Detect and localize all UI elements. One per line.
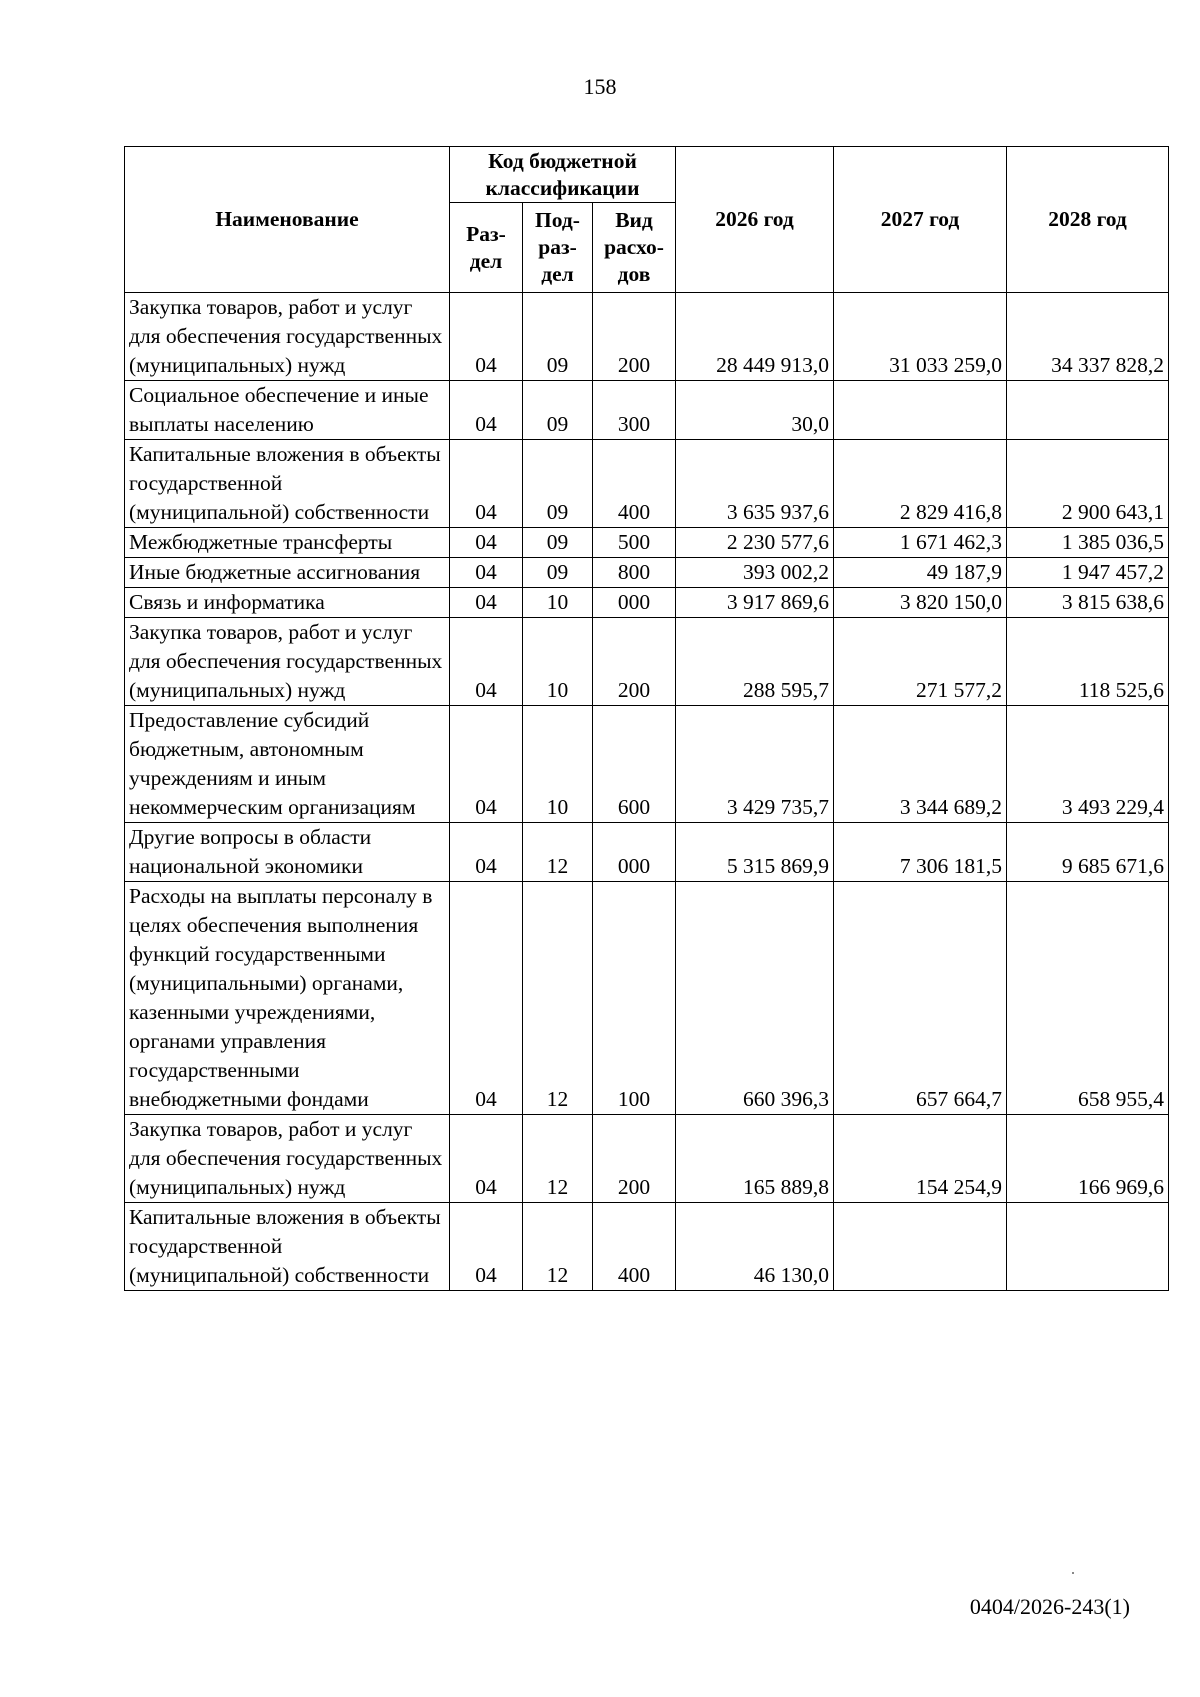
cell-razdel: 04	[450, 528, 523, 558]
cell-2026: 30,0	[676, 381, 834, 440]
cell-2027: 1 671 462,3	[834, 528, 1007, 558]
cell-podrazdel: 12	[523, 1115, 593, 1203]
cell-2028: 3 815 638,6	[1007, 588, 1169, 618]
cell-razdel: 04	[450, 882, 523, 1115]
table-row	[125, 823, 1169, 882]
cell-name: Закупка товаров, работ и услуг для обеспечения государственных (муниципальных) нужд	[125, 293, 450, 381]
cell-name: Социальное обеспечение и иные выплаты населению	[125, 381, 450, 440]
cell-podrazdel: 10	[523, 706, 593, 823]
cell-name: Другие вопросы в области национальной экономики	[125, 823, 450, 882]
page-number: 158	[583, 74, 617, 99]
header-code-group: Код бюджетной классификации	[450, 147, 676, 203]
cell-2027: 7 306 181,5	[834, 823, 1007, 882]
cell-2028: 9 685 671,6	[1007, 823, 1169, 882]
cell-podrazdel: 12	[523, 882, 593, 1115]
cell-2027: 31 033 259,0	[834, 293, 1007, 381]
cell-razdel: 04	[450, 706, 523, 823]
cell-razdel: 04	[450, 823, 523, 882]
table-body	[125, 293, 1169, 1291]
cell-2027	[834, 381, 1007, 440]
cell-name: Капитальные вложения в объекты государственной (муниципальной) собственности	[125, 440, 450, 528]
header-podrazdel: Под-раз-дел	[523, 203, 593, 293]
cell-podrazdel: 09	[523, 293, 593, 381]
cell-vid-raskhodov: 200	[593, 1115, 676, 1203]
cell-2028: 34 337 828,2	[1007, 293, 1169, 381]
cell-2026: 393 002,2	[676, 558, 834, 588]
cell-podrazdel: 10	[523, 588, 593, 618]
cell-name: Закупка товаров, работ и услуг для обеспечения государственных (муниципальных) нужд	[125, 1115, 450, 1203]
cell-podrazdel: 09	[523, 440, 593, 528]
table-row	[125, 1203, 1169, 1291]
table-row	[125, 1115, 1169, 1203]
cell-2026: 288 595,7	[676, 618, 834, 706]
cell-2028: 1 947 457,2	[1007, 558, 1169, 588]
cell-razdel: 04	[450, 1203, 523, 1291]
cell-2026: 2 230 577,6	[676, 528, 834, 558]
cell-2027: 657 664,7	[834, 882, 1007, 1115]
cell-vid-raskhodov: 000	[593, 823, 676, 882]
cell-2027: 3 820 150,0	[834, 588, 1007, 618]
table-row	[125, 528, 1169, 558]
table-row	[125, 882, 1169, 1115]
cell-vid-raskhodov: 200	[593, 618, 676, 706]
cell-podrazdel: 09	[523, 381, 593, 440]
cell-vid-raskhodov: 400	[593, 440, 676, 528]
cell-razdel: 04	[450, 440, 523, 528]
cell-razdel: 04	[450, 293, 523, 381]
cell-2027	[834, 1203, 1007, 1291]
cell-2026: 660 396,3	[676, 882, 834, 1115]
cell-name: Иные бюджетные ассигнования	[125, 558, 450, 588]
cell-2027: 49 187,9	[834, 558, 1007, 588]
cell-name: Закупка товаров, работ и услуг для обеспечения государственных (муниципальных) нужд	[125, 618, 450, 706]
cell-2026: 3 917 869,6	[676, 588, 834, 618]
cell-vid-raskhodov: 000	[593, 588, 676, 618]
cell-razdel: 04	[450, 381, 523, 440]
cell-name: Капитальные вложения в объекты государственной (муниципальной) собственности	[125, 1203, 450, 1291]
cell-razdel: 04	[450, 558, 523, 588]
cell-podrazdel: 09	[523, 558, 593, 588]
cell-2026: 28 449 913,0	[676, 293, 834, 381]
table-row	[125, 440, 1169, 528]
table-row	[125, 588, 1169, 618]
cell-2026: 3 429 735,7	[676, 706, 834, 823]
table-row	[125, 293, 1169, 381]
cell-2027: 3 344 689,2	[834, 706, 1007, 823]
cell-2028: 1 385 036,5	[1007, 528, 1169, 558]
cell-name: Связь и информатика	[125, 588, 450, 618]
cell-podrazdel: 10	[523, 618, 593, 706]
cell-2026: 46 130,0	[676, 1203, 834, 1291]
cell-vid-raskhodov: 800	[593, 558, 676, 588]
header-name: Наименование	[125, 147, 450, 293]
cell-vid-raskhodov: 200	[593, 293, 676, 381]
cell-2027: 271 577,2	[834, 618, 1007, 706]
header-vid-raskhodov: Вид расхо-дов	[593, 203, 676, 293]
cell-vid-raskhodov: 500	[593, 528, 676, 558]
table-row	[125, 381, 1169, 440]
budget-table	[124, 146, 1169, 1291]
table-row	[125, 706, 1169, 823]
scan-speck	[1072, 1572, 1074, 1574]
cell-2028: 118 525,6	[1007, 618, 1169, 706]
cell-2028: 658 955,4	[1007, 882, 1169, 1115]
cell-podrazdel: 12	[523, 1203, 593, 1291]
cell-name: Межбюджетные трансферты	[125, 528, 450, 558]
cell-2026: 5 315 869,9	[676, 823, 834, 882]
header-razdel: Раз-дел	[450, 203, 523, 293]
cell-vid-raskhodov: 400	[593, 1203, 676, 1291]
cell-name: Предоставление субсидий бюджетным, автономным учреждениям и иным некоммерческим организациям	[125, 706, 450, 823]
cell-name: Расходы на выплаты персоналу в целях обеспечения выполнения функций государственными (муниципальными) органами, казенными учреждениями, органами управления государственными внебюджетными фондами	[125, 882, 450, 1115]
cell-2026: 165 889,8	[676, 1115, 834, 1203]
table-header	[125, 147, 1169, 293]
header-2026: 2026 год	[676, 147, 834, 293]
cell-2028: 3 493 229,4	[1007, 706, 1169, 823]
document-code: 0404/2026-243(1)	[969, 1594, 1130, 1619]
cell-razdel: 04	[450, 1115, 523, 1203]
table-row	[125, 558, 1169, 588]
cell-2028	[1007, 381, 1169, 440]
cell-razdel: 04	[450, 588, 523, 618]
table-row	[125, 618, 1169, 706]
cell-2028	[1007, 1203, 1169, 1291]
cell-2027: 154 254,9	[834, 1115, 1007, 1203]
header-2027: 2027 год	[834, 147, 1007, 293]
header-2028: 2028 год	[1007, 147, 1169, 293]
cell-2027: 2 829 416,8	[834, 440, 1007, 528]
cell-2028: 2 900 643,1	[1007, 440, 1169, 528]
cell-vid-raskhodov: 300	[593, 381, 676, 440]
cell-vid-raskhodov: 600	[593, 706, 676, 823]
cell-2026: 3 635 937,6	[676, 440, 834, 528]
cell-vid-raskhodov: 100	[593, 882, 676, 1115]
cell-podrazdel: 12	[523, 823, 593, 882]
cell-razdel: 04	[450, 618, 523, 706]
cell-podrazdel: 09	[523, 528, 593, 558]
cell-2028: 166 969,6	[1007, 1115, 1169, 1203]
